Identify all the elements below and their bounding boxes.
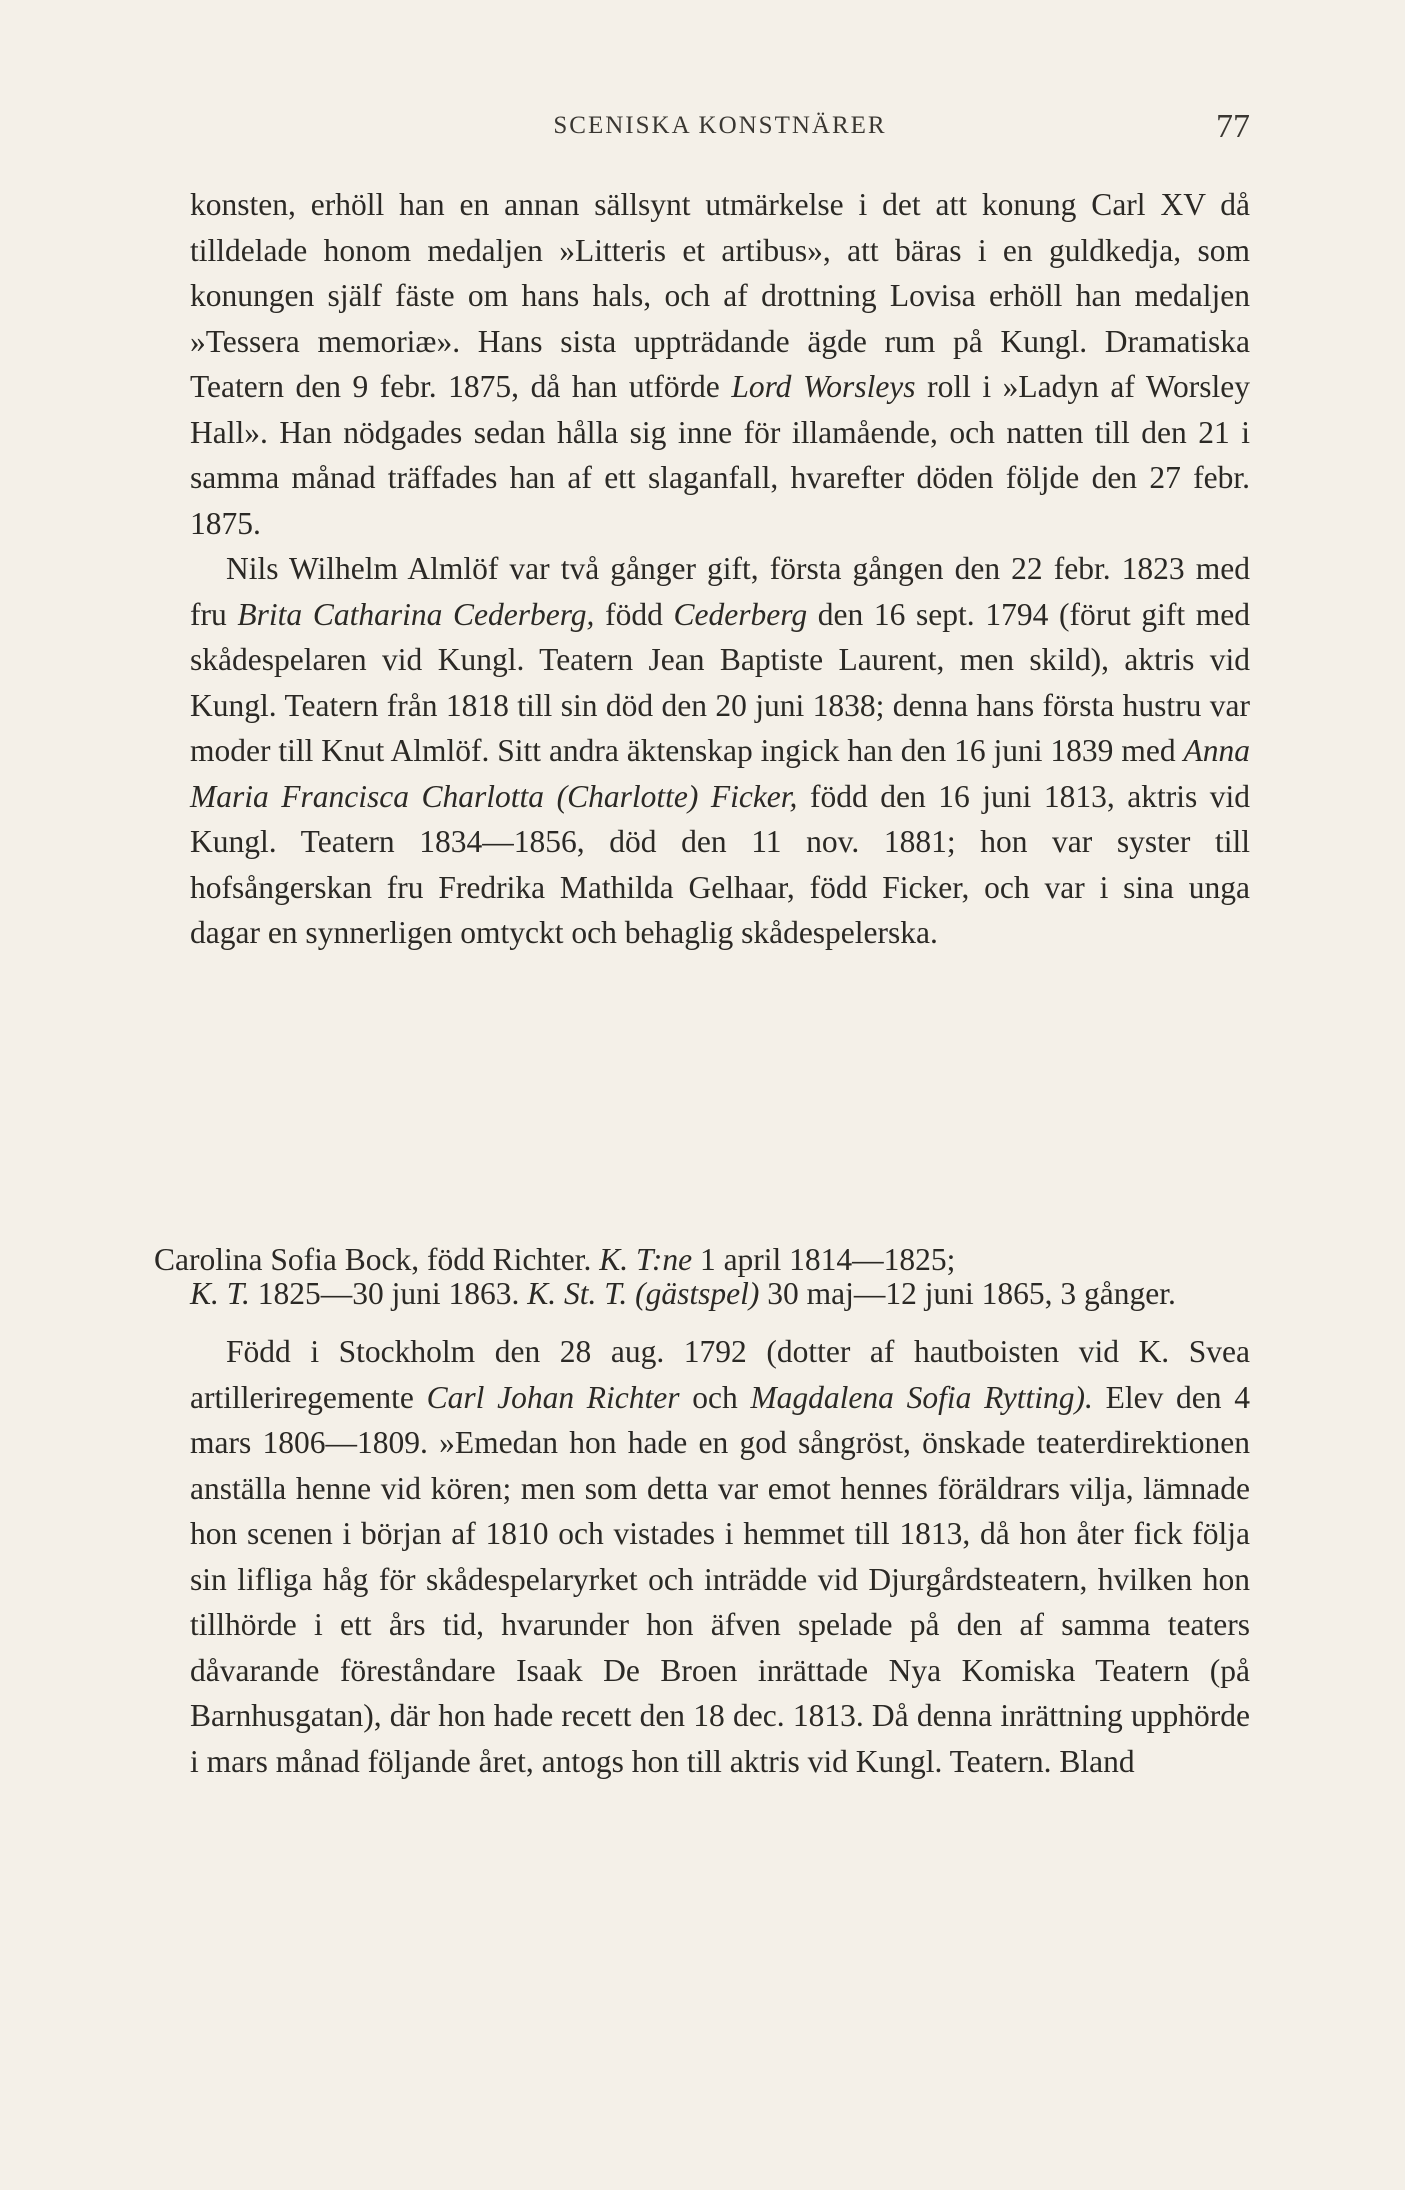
paragraph-almlof-honours bbox=[190, 182, 1250, 546]
italic-run: K. T:ne bbox=[599, 1242, 693, 1277]
running-title: SCENISKA KONSTNÄRER bbox=[553, 112, 887, 139]
entry-heading bbox=[154, 1243, 1250, 1311]
italic-run: Carl Johan Richter bbox=[426, 1379, 680, 1415]
text-run: den 16 sept. 1794 (förut gift med skådespelaren vid Kungl. Teatern Jean Baptiste Laurent, men skild), aktris vid Kungl. Teatern från 1818 till sin död den 20 juni 1838; denna hans första hustru var moder till Knut Almlöf. Sitt andra äktenskap ingick han den 16 juni 1839 med bbox=[190, 596, 1251, 768]
entry-name: Carolina Sofia Bock, född Richter. bbox=[154, 1242, 592, 1277]
paragraph-almlof-marriages bbox=[190, 546, 1250, 956]
italic-run: Lord Worsleys bbox=[731, 369, 916, 404]
paragraph-bock-biography bbox=[190, 1329, 1250, 1784]
italic-run: Brita Catharina Cederberg, bbox=[237, 596, 595, 632]
text-run: konsten, erhöll han en annan sällsynt utmärkelse i det att konung Carl XV då tilldelade honom medaljen »Litteris et artibus», att bäras i en guldkedja, som konungen själf fäste om hans hals, och af drottning Lovisa erhöll han medaljen »Tessera memoriæ». Hans sista uppträdande ägde rum på Kungl. Dramatiska Teatern den 9 febr. 1875, då han utförde bbox=[190, 187, 1250, 404]
text-run: född bbox=[594, 596, 674, 632]
text-run: 1 april 1814—1825; bbox=[692, 1242, 956, 1277]
italic-run: K. T. bbox=[190, 1276, 250, 1311]
entry-heading-continuation bbox=[154, 1277, 1250, 1311]
text-run: Elev den 4 mars 1806—1809. »Emedan hon hade en god sångröst, önskade teaterdirektionen anställa henne vid kören; men som detta var emot hennes föräldrars vilja, lämnade hon scenen i början af 1810 och vistades i hemmet till 1813, då hon åter fick följa sin lifliga håg för skådespelaryrket och inträdde vid Djurgårdsteatern, hvilken hon tillhörde i ett års tid, hvarunder hon äfven spelade på den af samma teaters dåvarande föreståndare Isaak De Broen inrättade Nya Komiska Teatern (på Barnhusgatan), där hon hade recett den 18 dec. 1813. Då denna inrättning upphörde i mars månad följande året, antogs hon till aktris vid Kungl. Teatern. Bland bbox=[190, 1379, 1251, 1779]
text-run: roll i »Ladyn af Worsley Hall». Han nödgades sedan hålla sig inne för illamående, och natten till den 21 i samma månad träffades han af ett slaganfall, hvarefter döden följde den 27 febr. 1875. bbox=[190, 369, 1251, 541]
text-run: Född i Stockholm den 28 aug. 1792 (dotter af hautboisten vid K. Svea artilleriregemente bbox=[190, 1334, 1250, 1415]
italic-run: Cederberg bbox=[673, 596, 808, 632]
text-run: och bbox=[679, 1379, 751, 1415]
text-run: Nils Wilhelm Almlöf var två gånger gift, första gången den 22 febr. 1823 med fru bbox=[190, 551, 1250, 632]
italic-run: Anna Maria Francisca Charlotta (Charlotte) Ficker, bbox=[190, 733, 1250, 814]
text-run: född den 16 juni 1813, aktris vid Kungl. Teatern 1834—1856, död den 11 nov. 1881; hon var syster till hofsångerskan fru Fredrika Mathilda Gelhaar, född Ficker, och var i sina unga dagar en synnerligen omtyckt och behaglig skådespelerska. bbox=[190, 778, 1250, 950]
bock-section bbox=[154, 1242, 1251, 1784]
italic-run: K. St. T. (gästspel) bbox=[527, 1276, 760, 1311]
text-run: 30 maj—12 juni 1865, 3 gånger. bbox=[759, 1276, 1176, 1311]
almlof-section bbox=[190, 182, 1250, 956]
text-run: 1825—30 juni 1863. bbox=[249, 1276, 528, 1311]
italic-run: Magdalena Sofia Rytting). bbox=[750, 1379, 1093, 1415]
page-number: 77 bbox=[1216, 108, 1250, 145]
running-head bbox=[190, 108, 1250, 152]
